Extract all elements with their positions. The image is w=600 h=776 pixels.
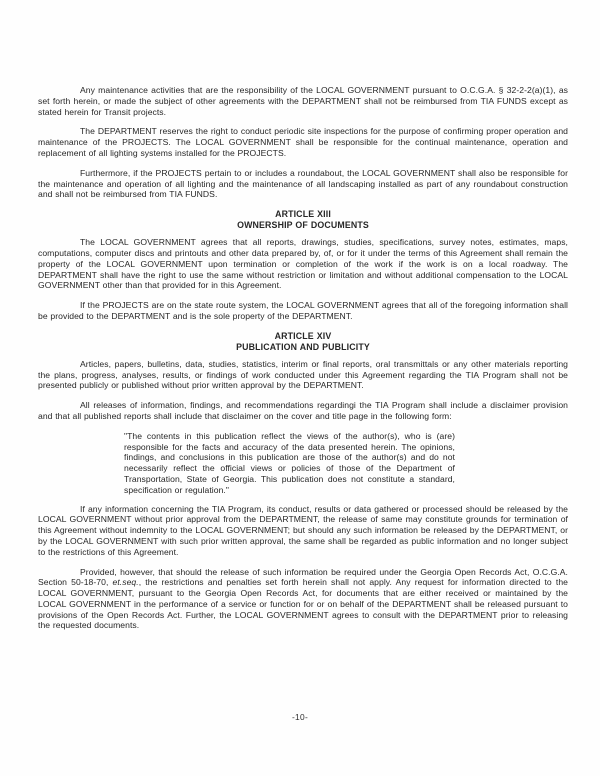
paragraph-open-records <box>38 567 568 632</box>
article-14-subtitle: PUBLICATION AND PUBLICITY <box>236 341 370 352</box>
article-14-title: ARTICLE XIV <box>274 330 332 341</box>
open-records-text-continued: , the restrictions and penalties set forth herein shall not apply. Any request for information directed to the LOCAL GOVERNMENT, pursuant to the Georgia Open Records Act, for documents that are either received or maintained by the LOCAL GOVERNMENT in the performance of a service or function for or on behalf of the DEPARTMENT shall be released pursuant to provisions of the Open Records Act. Further, the LOCAL GOVERNMENT agrees to consult with the DEPARTMENT prior to releasing the requested documents. <box>38 577 568 631</box>
paragraph-state-route: If the PROJECTS are on the state route system, the LOCAL GOVERNMENT agrees that all of the foregoing information shall be provided to the DEPARTMENT and is the sole property of the DEPARTMENT. <box>38 300 568 321</box>
article-13-subtitle: OWNERSHIP OF DOCUMENTS <box>237 220 369 231</box>
document-body <box>38 85 568 631</box>
disclaimer-blockquote: "The contents in this publication reflect the views of the author(s), who is (are) responsible for the facts and accuracy of the data presented herein. The opinions, findings, and conclusions in this publication are those of the author(s) and do not necessarily reflect the official views or policies of those of the Department of Transportation, State of Georgia. This publication does not constitute a standard, specification or regulation." <box>124 430 455 495</box>
page-number: -10- <box>291 712 309 722</box>
paragraph-release: If any information concerning the TIA Program, its conduct, results or data gathered or processed should be released by the LOCAL GOVERNMENT without prior approval from the DEPARTMENT, the release of same may constitute grounds for termination of this Agreement without indemnity to the LOCAL GOVERNMENT; but should any such information be released by the DEPARTMENT, or by the LOCAL GOVERNMENT with such prior written approval, the same shall be regarded as public information and no longer subject to the restrictions of this Agreement. <box>38 503 568 557</box>
paragraph-site-inspections: The DEPARTMENT reserves the right to conduct periodic site inspections for the purpose of confirming proper operation and maintenance of the PROJECTS. The LOCAL GOVERNMENT shall be responsible for the continual maintenance, operation and replacement of all lighting systems installed for the PROJECTS. <box>38 126 568 158</box>
et-seq-italic: et.seq. <box>112 577 139 588</box>
article-13-title: ARTICLE XIII <box>275 209 331 220</box>
paragraph-roundabout: Furthermore, if the PROJECTS pertain to or includes a roundabout, the LOCAL GOVERNMENT shall also be responsible for the maintenance and operation of all lighting and the maintenance of all landscaping installed as part of any roundabout construction and shall not be reimbursed from TIA FUNDS. <box>38 167 568 200</box>
open-records-text: Provided, however, that should the release of such information be required under the Georgia Open Records Act, O.C.G.A. Section 50-18-70, <box>38 566 568 588</box>
paragraph-disclaimer-intro: All releases of information, findings, and recommendations regardingi the TIA Program shall include a disclaimer provision and that all published reports shall include that disclaimer on the cover and title page in the following form: <box>38 400 568 421</box>
paragraph-maintenance: Any maintenance activities that are the responsibility of the LOCAL GOVERNMENT pursuant to O.C.G.A. § 32-2-2(a)(1), as set forth herein, or made the subject of other agreements with the DEPARTMENT shall not be reimbursed from TIA FUNDS except as stated herein for Transit projects. <box>38 85 568 117</box>
paragraph-ownership: The LOCAL GOVERNMENT agrees that all reports, drawings, studies, specifications, survey notes, estimates, maps, computations, computer discs and printouts and other data prepared by, of, or for it under the terms of this Agreement shall remain the property of the LOCAL GOVERNMENT upon termination or completion of the work if the work is on a local roadway. The DEPARTMENT shall have the right to use the same without restriction or limitation and without additional compensation to the LOCAL GOVERNMENT other than that provided for in this Agreement. <box>38 237 568 291</box>
article-14-heading <box>38 331 568 353</box>
paragraph-publications: Articles, papers, bulletins, data, studies, statistics, interim or final reports, oral transmittals or any other materials reporting the plans, progress, analyses, results, or findings of work conducted under this Agreement regarding the TIA Program shall not be presented publicly or published without prior written approval by the DEPARTMENT. <box>38 358 568 391</box>
article-13-heading <box>38 209 568 231</box>
